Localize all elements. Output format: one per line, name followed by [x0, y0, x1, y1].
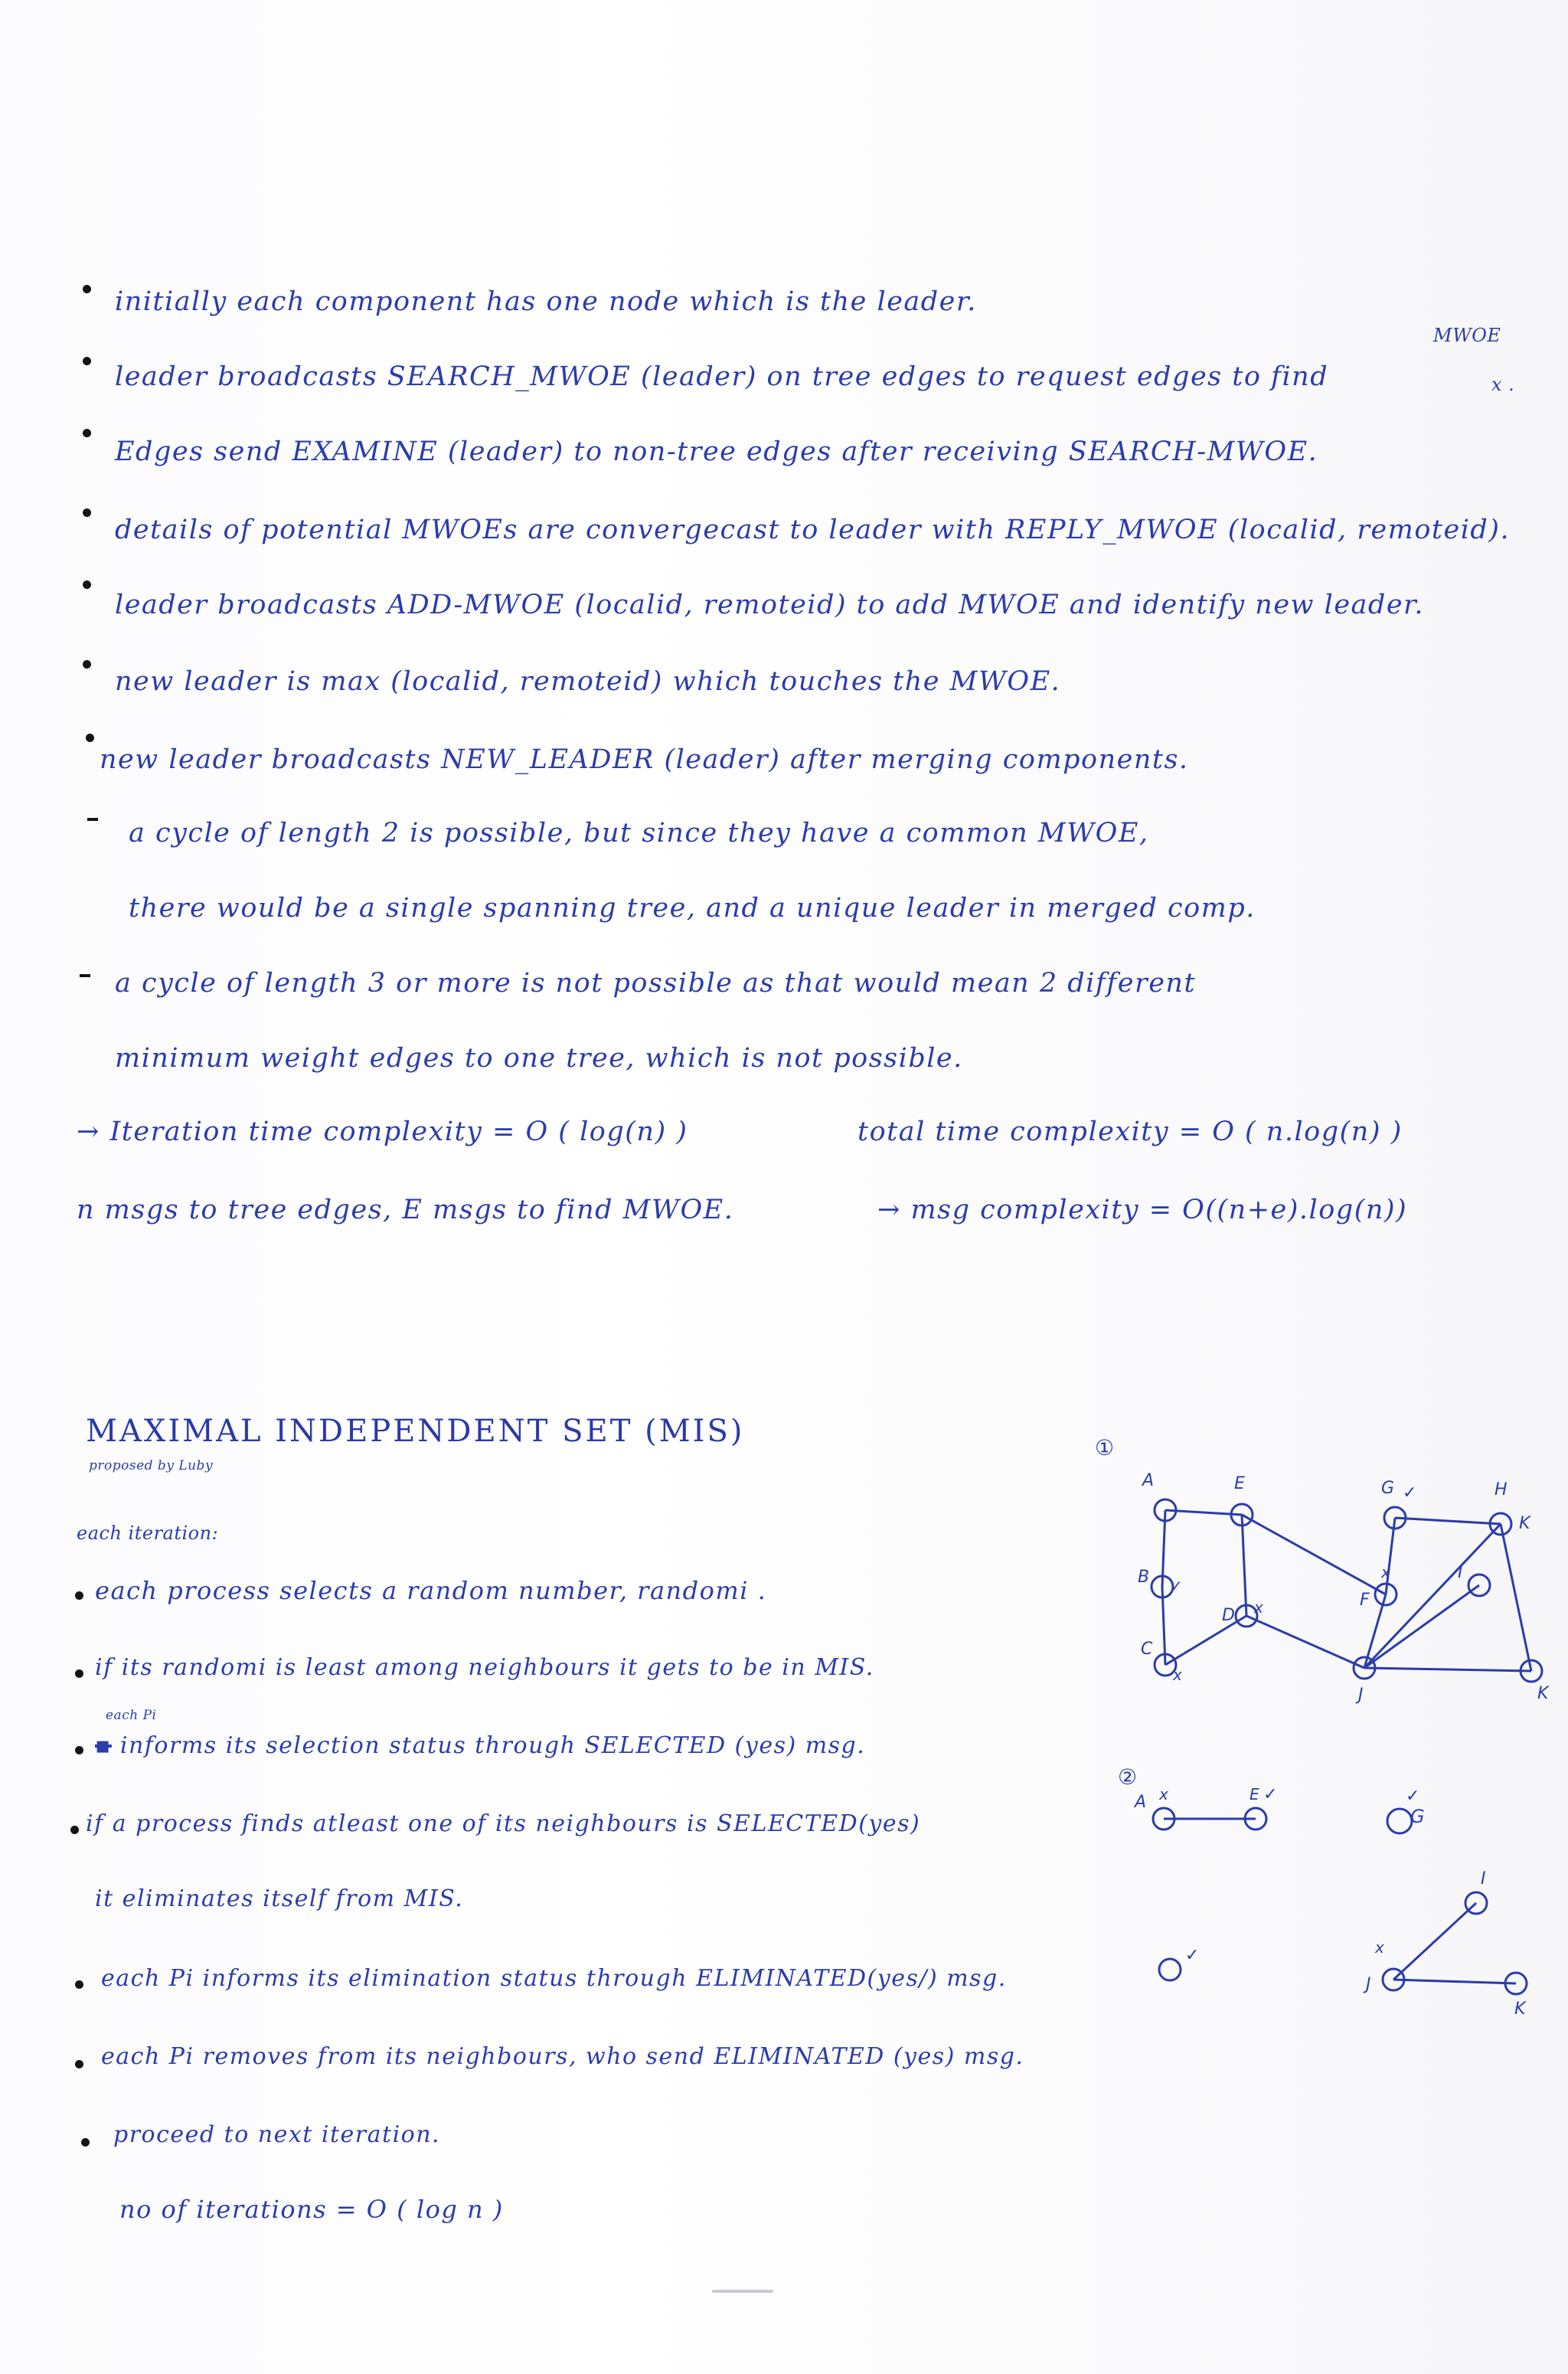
msg-complexity: msg complexity = O((n+e).log(n)) [910, 1195, 1408, 1225]
mis-line [95, 1732, 865, 1759]
mis-insert-note: each Pi [106, 1708, 157, 1723]
note-line: initially each component has one node which is the leader. [115, 286, 977, 317]
note-line: leader broadcasts SEARCH_MWOE (leader) on tree edges to request edges to find [115, 361, 1329, 392]
msg-count-line: n msgs to tree edges, E msgs to find MWOE. [77, 1195, 734, 1225]
graph-edge [1393, 1903, 1476, 1980]
complexity-line [77, 1117, 688, 1147]
note-line: a cycle of length 2 is possible, but since they have a common MWOE, [129, 818, 1149, 849]
bullet [83, 660, 91, 669]
mis-line: each Pi informs its elimination status through ELIMINATED(yes/) msg. [101, 1965, 1007, 1992]
bullet [75, 1591, 83, 1600]
check-mark: ✓ [1185, 1946, 1200, 1965]
iteration-label: each iteration: [77, 1522, 219, 1544]
bullet [75, 1746, 83, 1754]
cross-mark: x [1381, 1563, 1390, 1581]
bullet [83, 357, 91, 365]
bullet [86, 734, 94, 742]
node-label: H [1494, 1480, 1508, 1499]
bullet [75, 1980, 83, 1989]
node-label: G [1381, 1479, 1395, 1498]
section-subtitle: proposed by Luby [89, 1458, 214, 1473]
node-label: E [1234, 1474, 1245, 1493]
mis-line: no of iterations = O ( log n ) [119, 2195, 504, 2224]
graph-node [1387, 1809, 1412, 1833]
graph-edge [1242, 1515, 1386, 1594]
note-line: new leader broadcasts NEW_LEADER (leader) after merging components. [100, 744, 1189, 775]
node-label: D [1222, 1606, 1235, 1625]
cross-mark: x [1173, 1666, 1182, 1684]
node-label: J [1358, 1686, 1364, 1705]
mis-graph-diagram [1072, 1424, 1547, 2052]
bullet [83, 429, 91, 437]
step-marker: ① [1095, 1435, 1115, 1460]
page-smudge [712, 2290, 773, 2293]
note-line: Edges send EXAMINE (leader) to non-tree edges after receiving SEARCH-MWOE. [115, 437, 1318, 467]
note-line: leader broadcasts ADD-MWOE (localid, remoteid) to add MWOE and identify new leader. [115, 590, 1425, 620]
bullet [83, 580, 91, 589]
cross-mark: x [1375, 1938, 1384, 1957]
margin-annotation: MWOE [1433, 325, 1501, 346]
graph-edge [1501, 1524, 1531, 1671]
arrow-icon: → [877, 1195, 901, 1225]
cross-mark: x [1254, 1598, 1263, 1617]
node-label: F [1360, 1591, 1370, 1610]
node-label: E [1250, 1785, 1259, 1803]
iteration-complexity: Iteration time complexity = O ( log(n) ) [109, 1117, 688, 1147]
bullet [70, 1826, 79, 1834]
msg-complexity-line [877, 1195, 1407, 1225]
graph-edge [1395, 1518, 1501, 1524]
note-line: details of potential MWOEs are convergecast to leader with REPLY_MWOE (localid, remoteid). [115, 515, 1511, 545]
check-mark: ✓ [1263, 1785, 1278, 1804]
total-complexity: total time complexity = O ( n.log(n) ) [858, 1117, 1403, 1147]
node-label: K [1514, 2000, 1526, 2019]
graph-edge [1242, 1515, 1246, 1616]
note-line-tail: x . [1491, 374, 1515, 395]
node-label: B [1138, 1568, 1150, 1587]
node-label: K [1537, 1684, 1549, 1703]
node-label: C [1141, 1640, 1153, 1659]
bullet [83, 285, 91, 293]
mis-line: proceed to next iteration. [113, 2121, 441, 2148]
arrow-icon: → [77, 1117, 100, 1147]
mis-line-text: informs its selection status through SELECTED (yes) msg. [119, 1732, 866, 1759]
check-mark: ✓ [1406, 1787, 1420, 1806]
note-line: new leader is max (localid, remoteid) which touches the MWOE. [115, 666, 1061, 697]
struck-out-mark: ▪ [95, 1732, 112, 1759]
note-line: a cycle of length 3 or more is not possible as that would mean 2 different [115, 968, 1197, 999]
graph-edge [1393, 1980, 1516, 1983]
mis-line: if a process finds atleast one of its neighbours is SELECTED(yes) [86, 1810, 921, 1837]
node-label: A [1135, 1793, 1147, 1812]
graph-node [1159, 1959, 1181, 1980]
check-mark: ✓ [1170, 1577, 1183, 1595]
node-label: J [1366, 1975, 1371, 1994]
node-label: I [1458, 1563, 1463, 1582]
graph-edge [1364, 1585, 1479, 1668]
cross-mark: x [1159, 1785, 1168, 1803]
mis-line: it eliminates itself from MIS. [95, 1885, 464, 1912]
dash-marker [87, 818, 98, 821]
mis-line: each process selects a random number, randomi . [95, 1576, 767, 1605]
bullet [81, 2138, 90, 2147]
dash-marker [80, 974, 90, 977]
node-label: G [1410, 1806, 1425, 1827]
mis-line: each Pi removes from its neighbours, who send ELIMINATED (yes) msg. [101, 2043, 1024, 2070]
mis-line: if its randomi is least among neighbours it gets to be in MIS. [95, 1654, 874, 1681]
node-label: A [1142, 1471, 1155, 1490]
bullet [75, 1669, 83, 1678]
bullet [83, 508, 91, 517]
check-mark: ✓ [1403, 1483, 1417, 1503]
graph-edge [1364, 1668, 1531, 1671]
node-label: K [1519, 1514, 1530, 1533]
note-line: minimum weight edges to one tree, which is not possible. [115, 1043, 963, 1074]
graph-edge [1246, 1616, 1364, 1668]
step-marker: ② [1118, 1764, 1138, 1790]
bullet [75, 2060, 83, 2068]
note-line: there would be a single spanning tree, and a unique leader in merged comp. [129, 893, 1256, 924]
node-label: I [1481, 1869, 1486, 1888]
section-title: MAXIMAL INDEPENDENT SET (MIS) [86, 1414, 745, 1449]
